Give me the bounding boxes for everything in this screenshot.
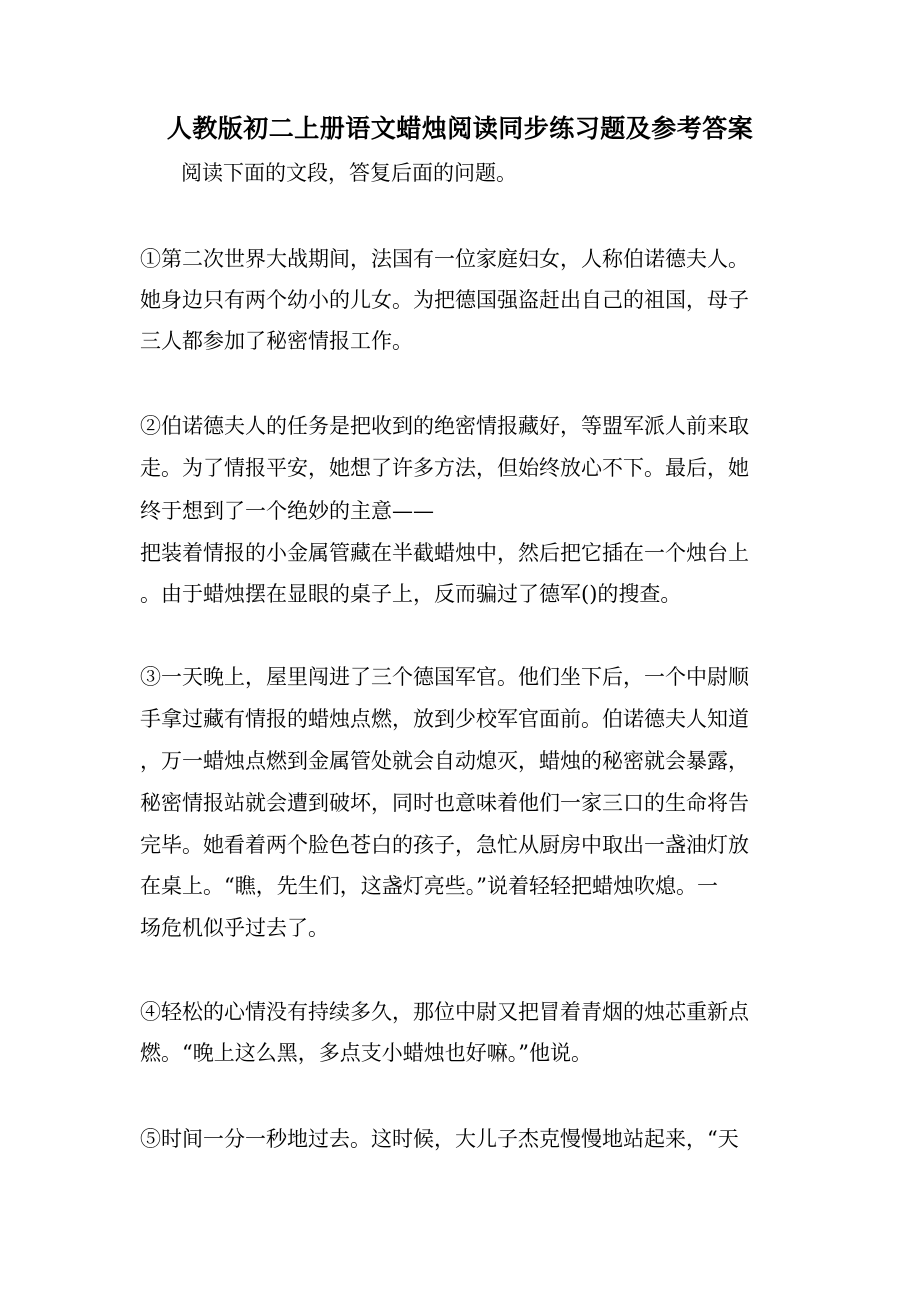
paragraph-3-line-4: 秘密情报站就会遭到破坏，同时也意味着他们一家三口的生命将告: [140, 791, 749, 815]
paragraph-3-line-7: 场危机似乎过去了。: [140, 916, 329, 940]
paragraph-2-line-5: 。由于蜡烛摆在显眼的桌子上，反而骗过了德军()的搜查。: [140, 582, 682, 606]
paragraph-4-line-1: ④轻松的心情没有持续多久，那位中尉又把冒着青烟的烛芯重新点: [140, 1000, 749, 1024]
paragraph-3-line-2: 手拿过藏有情报的蜡烛点燃，放到少校军官面前。伯诺德夫人知道: [140, 707, 749, 731]
paragraph-3-line-3: ，万一蜡烛点燃到金属管处就会自动熄灭，蜡烛的秘密就会暴露，: [140, 749, 749, 773]
paragraph-2-line-3: 终于想到了一个绝妙的主意——: [140, 499, 434, 523]
paragraph-4-line-2: 燃。“晚上这么黑，多点支小蜡烛也好嘛。”他说。: [140, 1041, 592, 1065]
paragraph-2-line-2: 走。为了情报平安，她想了许多方法，但始终放心不下。最后，她: [140, 456, 749, 480]
paragraph-5-line-1: ⑤时间一分一秒地过去。这时候，大儿子杰克慢慢地站起来，“天: [140, 1127, 739, 1151]
paragraph-1-line-1: ①第二次世界大战期间，法国有一位家庭妇女，人称伯诺德夫人。: [140, 247, 749, 271]
paragraph-2-line-4: 把装着情报的小金属管藏在半截蜡烛中，然后把它插在一个烛台上: [140, 541, 749, 565]
paragraph-1-line-2: 她身边只有两个幼小的儿女。为把德国强盗赶出自己的祖国，母子: [140, 288, 749, 312]
paragraph-1-line-3: 三人都参加了秘密情报工作。: [140, 329, 413, 353]
paragraph-3-line-6: 在桌上。“瞧，先生们，这盏灯亮些。”说着轻轻把蜡烛吹熄。一: [140, 874, 718, 898]
paragraph-2-line-1: ②伯诺德夫人的任务是把收到的绝密情报藏好，等盟军派人前来取: [140, 414, 749, 438]
paragraph-3-line-1: ③一天晚上，屋里闯进了三个德国军官。他们坐下后，一个中尉顺: [140, 665, 749, 689]
document-title: 人教版初二上册语文蜡烛阅读同步练习题及参考答案: [166, 114, 754, 143]
paragraph-3-line-5: 完毕。她看着两个脸色苍白的孩子，急忙从厨房中取出一盏油灯放: [140, 833, 749, 857]
intro-text: 阅读下面的文段，答复后面的问题。: [181, 161, 517, 185]
